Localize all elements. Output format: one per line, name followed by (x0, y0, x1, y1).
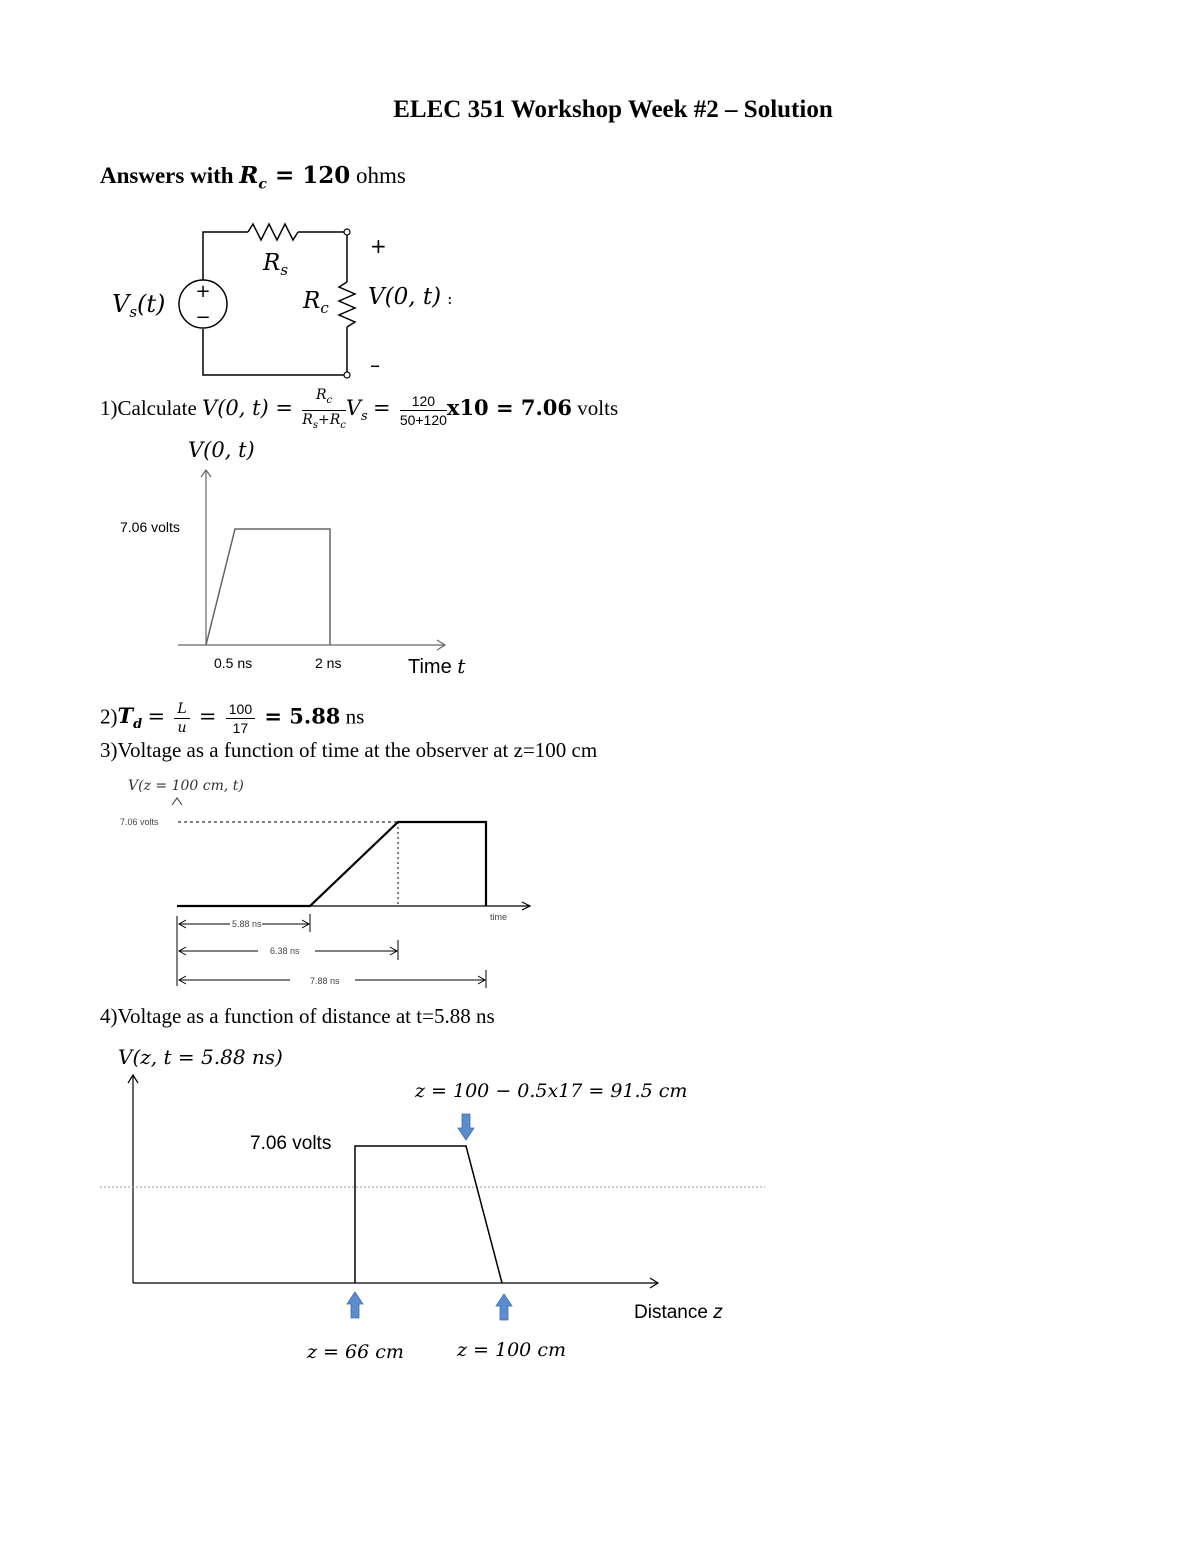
graph3-xlabel: Distance z (634, 1302, 723, 1323)
graph1-tick-0-5ns: 0.5 ns (214, 655, 253, 671)
right-arrow-icon (496, 1294, 512, 1320)
q3-line: 3)Voltage as a function of time at the observer at z=100 cm (100, 738, 598, 762)
graph3-ylabel: V(z, t = 5.88 ns) (118, 1045, 283, 1069)
q2-eq2: = (198, 704, 217, 729)
output-label: V(0, t) : (368, 284, 453, 310)
graph3-pulse (355, 1146, 502, 1283)
graph2-level-label: 7.06 volts (120, 817, 159, 827)
heading-unit: ohms (350, 163, 406, 188)
graph1-xlabel: Time t (408, 654, 466, 678)
graph3-right-label: z = 100 cm (457, 1339, 566, 1361)
left-arrow-icon (347, 1292, 363, 1318)
graph3-front-label: z = 100 − 0.5x17 = 91.5 cm (415, 1080, 688, 1102)
heading-sub: c (258, 176, 267, 193)
rc-label: $R_c$ (303, 288, 329, 317)
output-minus: – (370, 353, 380, 377)
q2-fraction-1: $\frac{L}{u}$ (174, 700, 189, 737)
q1-tail: x10 = 7.06 (446, 395, 573, 421)
rs-label: $R_s$ (263, 250, 289, 279)
q2-prefix: 2) (100, 704, 118, 729)
q2-eq1: = (147, 704, 166, 729)
source-plus: + (195, 281, 211, 302)
q1-fraction-2: $\frac{120}{50+120}$ (399, 392, 447, 428)
graph3-level-label: 7.06 volts (250, 1133, 332, 1154)
q2-unit: ns (340, 704, 365, 729)
front-arrow-icon (458, 1114, 474, 1140)
q4-line: 4)Voltage as a function of distance at t=5.88 ns (100, 1004, 495, 1028)
graph1-level-label: 7.06 volts (120, 519, 180, 535)
q1-vs: $V_s$ (345, 396, 368, 425)
source-label: $V_s(t)$ (112, 290, 166, 321)
q1-lhs: V(0, t) = (202, 396, 294, 421)
q1-eq: = (372, 396, 391, 421)
q2-result: = 5.88 (264, 703, 341, 729)
output-plus: + (370, 234, 387, 258)
heading-eq: = 120 (266, 162, 351, 189)
graph2-dim-rise: 6.38 ns (270, 946, 300, 956)
source-minus: − (195, 307, 211, 328)
graph1-tick-2ns: 2 ns (315, 655, 342, 671)
graph3-left-label: z = 66 cm (307, 1341, 404, 1363)
q1-fraction-1: $\frac{R_c}{R_s+R_c}$ (302, 387, 346, 431)
q2-lhs: $T_d$ (117, 703, 143, 733)
page-title: ELEC 351 Workshop Week #2 – Solution (393, 96, 833, 123)
heading-var: R (239, 162, 259, 189)
graph2-dim-end: 7.88 ns (310, 976, 340, 986)
graph2-xlabel: time (490, 912, 508, 922)
q2-fraction-2: $\frac{100}{17}$ (226, 700, 255, 737)
graph2-dim-td: 5.88 ns (232, 919, 262, 929)
graph1-ylabel: V(0, t) (188, 438, 255, 462)
q1-unit: volts (572, 396, 619, 421)
q1-prefix: 1)Calculate (100, 396, 203, 421)
heading-prefix: Answers with (100, 163, 240, 188)
graph2-ylabel: V(z = 100 cm, t) (128, 778, 244, 794)
